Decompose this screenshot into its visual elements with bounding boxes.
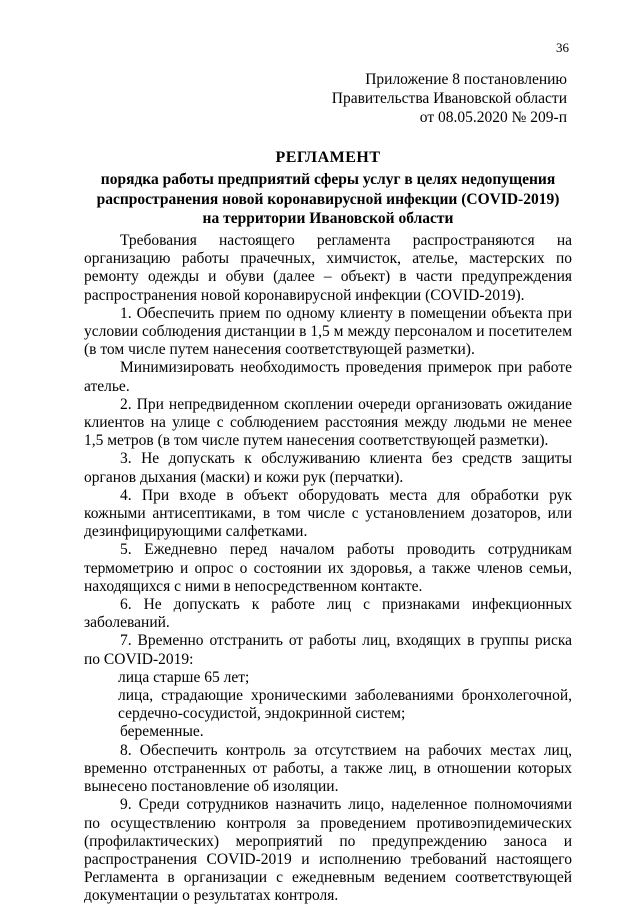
paragraph: 5. Ежедневно перед началом работы проводить сотрудникам термометрию и опрос о состоянии их здоровья, а также членов семьи, находящихся с ними в непосредственном контакте.	[84, 541, 572, 595]
paragraph: Минимизировать необходимость проведения примерок при работе ателье.	[84, 359, 572, 395]
paragraph: Требования настоящего регламента распространяются на организацию работы прачечных, химчисток, ателье, мастерских по ремонту одежды и обуви (далее – объект) в части предупреждения распространения новой коронавирусной инфекции (COVID-2019).	[84, 232, 572, 304]
document-body	[84, 232, 572, 906]
paragraph: 3. Не допускать к обслуживанию клиента без средств защиты органов дыхания (маски) и кожи рук (перчатки).	[84, 450, 572, 486]
paragraph: 9. Среди сотрудников назначить лицо, наделенное полномочиями по осуществлению контроля за проведением противоэпидемических (профилактических) мероприятий по предупреждению заноса и распространения COVID-2019 и исполнению требований настоящего Регламента в организации с ежедневным ведением соответствующей документации о результатах контроля.	[84, 796, 572, 905]
list-item: лица, страдающие хроническими заболеваниями бронхолегочной, сердечно-сосудистой, эндокринной систем;	[118, 687, 572, 723]
paragraph: 4. При входе в объект оборудовать места для обработки рук кожными антисептиками, в том числе с установлением дозаторов, или дезинфицирующими салфетками.	[84, 486, 572, 541]
title-block	[84, 148, 572, 229]
document-subtitle	[84, 170, 572, 229]
paragraph: 8. Обеспечить контроль за отсутствием на рабочих местах лиц, временно отстраненных от работы, а также лиц, в отношении которых вынесено постановление об изоляции.	[84, 741, 572, 796]
document-title: РЕГЛАМЕНТ	[275, 149, 381, 166]
header-line: Приложение 8 постановлению	[365, 71, 567, 88]
subtitle-line: на территории Ивановской области	[202, 210, 454, 227]
page-number: 36	[556, 40, 569, 55]
list-item: беременные.	[120, 723, 204, 741]
paragraph: 1. Обеспечить прием по одному клиенту в помещении объекта при условии соблюдения дистанции в 1,5 м между персоналом и посетителем (в том числе путем нанесения соответствующей разметки).	[84, 304, 572, 359]
appendix-header	[267, 70, 567, 127]
header-line: Правительства Ивановской области	[331, 90, 567, 107]
header-line: от 08.05.2020 № 209-п	[419, 109, 567, 126]
paragraph: 2. При непредвиденном скоплении очереди организовать ожидание клиентов на улице с соблюдением расстояния между людьми не менее 1,5 метров (в том числе путем нанесения соответствующей разметки).	[84, 395, 572, 450]
paragraph: 7. Временно отстранить от работы лиц, входящих в группы риска по COVID-2019:	[84, 632, 572, 668]
subtitle-line: порядка работы предприятий сферы услуг в целях недопущения	[100, 171, 556, 188]
subtitle-line: распространения новой коронавирусной инфекции (COVID-2019)	[96, 190, 560, 208]
paragraph: 6. Не допускать к работе лиц с признаками инфекционных заболеваний.	[84, 596, 572, 632]
list-item: лица старше 65 лет;	[118, 668, 250, 686]
